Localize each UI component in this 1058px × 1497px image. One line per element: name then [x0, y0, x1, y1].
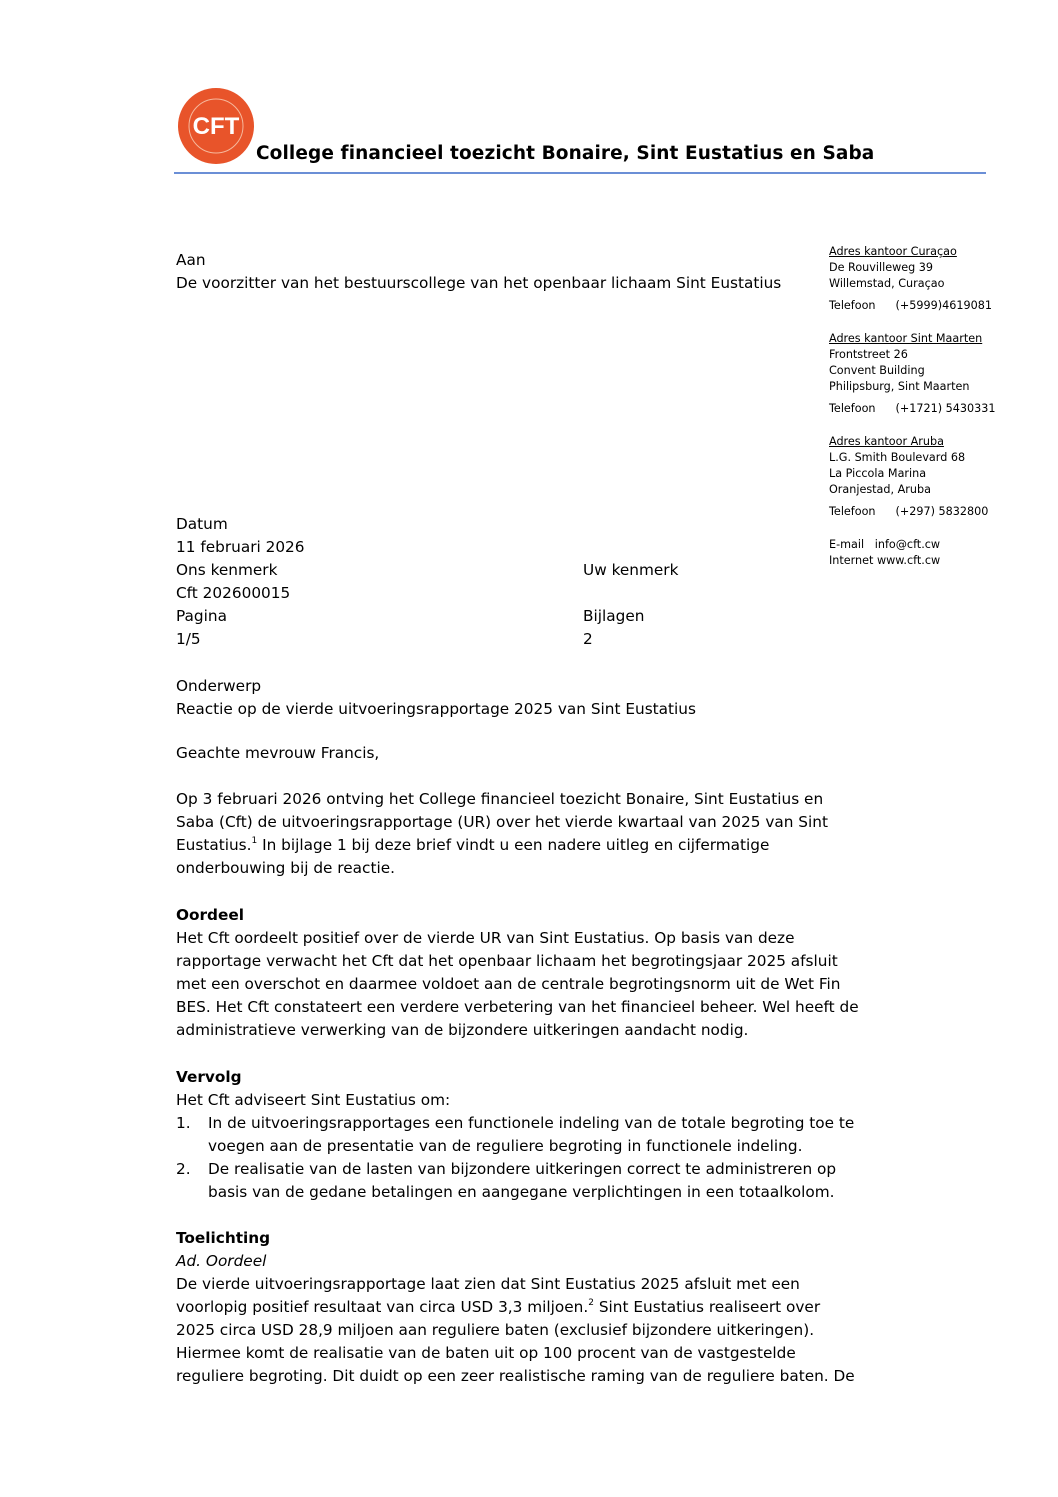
section-heading: Vervolg [176, 1068, 242, 1086]
contact-email [829, 537, 996, 553]
internet-value[interactable]: www.cft.cw [877, 554, 941, 567]
office-sintmaarten-phone [829, 401, 996, 417]
toelichting-section [176, 1227, 855, 1388]
paragraph-line: reguliere begroting. Dit duidt op een zeer realistische raming van de reguliere baten. De [176, 1367, 855, 1385]
email-label: E-mail [829, 538, 865, 551]
list-item-continuation: basis van de gedane betalingen en aangegane verplichtingen in een totaalkolom. [208, 1183, 835, 1201]
ons-kenmerk-label: Ons kenmerk [176, 561, 278, 579]
footnote-ref[interactable]: 1 [251, 835, 258, 846]
subject-label: Onderwerp [176, 677, 262, 695]
text-run: Eustatius. [176, 836, 252, 854]
internet-label: Internet [829, 554, 874, 567]
section-heading: Oordeel [176, 906, 244, 924]
header-title: College financieel toezicht Bonaire, Sint Eustatius en Saba [256, 143, 875, 164]
uw-kenmerk-label: Uw kenmerk [583, 561, 679, 579]
office-sintmaarten-line: Philipsburg, Sint Maarten [829, 380, 970, 393]
paragraph-line [176, 834, 828, 857]
phone-label: Telefoon [829, 299, 876, 312]
list-text: In de uitvoeringsrapportages een functionele indeling van de totale begroting toe te [208, 1114, 855, 1132]
office-sintmaarten-title: Adres kantoor Sint Maarten [829, 332, 983, 345]
paragraph-line: BES. Het Cft constateert een verdere verbetering van het financieel beheer. Wel heeft de [176, 998, 859, 1016]
paragraph-line: Op 3 februari 2026 ontving het College financieel toezicht Bonaire, Sint Eustatius en [176, 790, 824, 808]
addressee-label: Aan [176, 251, 206, 269]
section-subheading: Ad. Oordeel [176, 1252, 267, 1270]
bijlagen-value: 2 [583, 630, 593, 648]
paragraph-line: met een overschot en daarmee voldoet aan de centrale begrotingsnorm uit de Wet Fin [176, 975, 841, 993]
text-run: Sint Eustatius realiseert over [593, 1298, 821, 1316]
section-heading: Toelichting [176, 1229, 271, 1247]
datum-value: 11 februari 2026 [176, 538, 305, 556]
phone-label: Telefoon [829, 505, 876, 518]
office-aruba-phone [829, 504, 996, 520]
paragraph-line: 2025 circa USD 28,9 miljoen aan reguliere baten (exclusief bijzondere uitkeringen). [176, 1321, 815, 1339]
list-item [176, 1112, 854, 1135]
pagina-label: Pagina [176, 607, 227, 625]
phone-number: (+297) 5832800 [895, 505, 989, 518]
paragraph-line [176, 1296, 855, 1319]
paragraph-line: administratieve verwerking van de bijzondere uitkeringen aandacht nodig. [176, 1021, 749, 1039]
office-address-sidebar [829, 244, 996, 569]
office-aruba-line: L.G. Smith Boulevard 68 [829, 451, 966, 464]
office-sintmaarten-line: Frontstreet 26 [829, 348, 908, 361]
addressee-recipient: De voorzitter van het bestuurscollege van het openbaar lichaam Sint Eustatius [176, 274, 782, 292]
cft-logo [176, 86, 258, 166]
office-aruba-line: La Piccola Marina [829, 467, 927, 480]
list-number: 2. [176, 1160, 191, 1178]
footnote-ref[interactable]: 2 [588, 1297, 594, 1308]
phone-number: (+5999)4619081 [895, 299, 992, 312]
vervolg-section [176, 1066, 854, 1204]
list-item-continuation: voegen aan de presentatie van de reguliere begroting in functionele indeling. [208, 1137, 803, 1155]
email-value[interactable]: info@cft.cw [874, 538, 941, 551]
text-run: In bijlage 1 bij deze brief vindt u een nadere uitleg en cijfermatige [257, 836, 770, 854]
office-curacao-line: De Rouvilleweg 39 [829, 261, 934, 274]
paragraph-line: Het Cft adviseert Sint Eustatius om: [176, 1091, 451, 1109]
office-aruba-line: Oranjestad, Aruba [829, 483, 931, 496]
office-curacao-title: Adres kantoor Curaçao [829, 245, 957, 258]
intro-paragraph [176, 788, 828, 880]
list-item [176, 1158, 854, 1181]
office-curacao-line: Willemstad, Curaçao [829, 277, 945, 290]
oordeel-section [176, 904, 859, 1042]
list-text: De realisatie van de lasten van bijzondere uitkeringen correct te administreren op [208, 1160, 837, 1178]
bijlagen-label: Bijlagen [583, 607, 645, 625]
header-divider [174, 172, 986, 174]
subject-text: Reactie op de vierde uitvoeringsrapportage 2025 van Sint Eustatius [176, 700, 696, 718]
phone-label: Telefoon [829, 402, 876, 415]
paragraph-line: De vierde uitvoeringsrapportage laat zien dat Sint Eustatius 2025 afsluit met een [176, 1275, 800, 1293]
contact-internet [829, 553, 996, 569]
pagina-value: 1/5 [176, 630, 201, 648]
ons-kenmerk-value: Cft 202600015 [176, 584, 291, 602]
office-sintmaarten-line: Convent Building [829, 364, 925, 377]
paragraph-line: Saba (Cft) de uitvoeringsrapportage (UR) over het vierde kwartaal van 2025 van Sint [176, 813, 828, 831]
office-curacao-phone [829, 298, 996, 314]
datum-label: Datum [176, 515, 228, 533]
office-aruba-title: Adres kantoor Aruba [829, 435, 944, 448]
salutation: Geachte mevrouw Francis, [176, 744, 380, 762]
paragraph-line: rapportage verwacht het Cft dat het openbaar lichaam het begrotingsjaar 2025 afsluit [176, 952, 838, 970]
paragraph-line: Hiermee komt de realisatie van de baten uit op 100 procent van de vastgestelde [176, 1344, 796, 1362]
logo-text: CFT [192, 113, 240, 140]
paragraph-line: onderbouwing bij de reactie. [176, 859, 395, 877]
text-run: voorlopig positief resultaat van circa USD 3,3 miljoen. [176, 1298, 589, 1316]
paragraph-line: Het Cft oordeelt positief over de vierde UR van Sint Eustatius. Op basis van deze [176, 929, 795, 947]
list-number: 1. [176, 1114, 191, 1132]
phone-number: (+1721) 5430331 [895, 402, 996, 415]
